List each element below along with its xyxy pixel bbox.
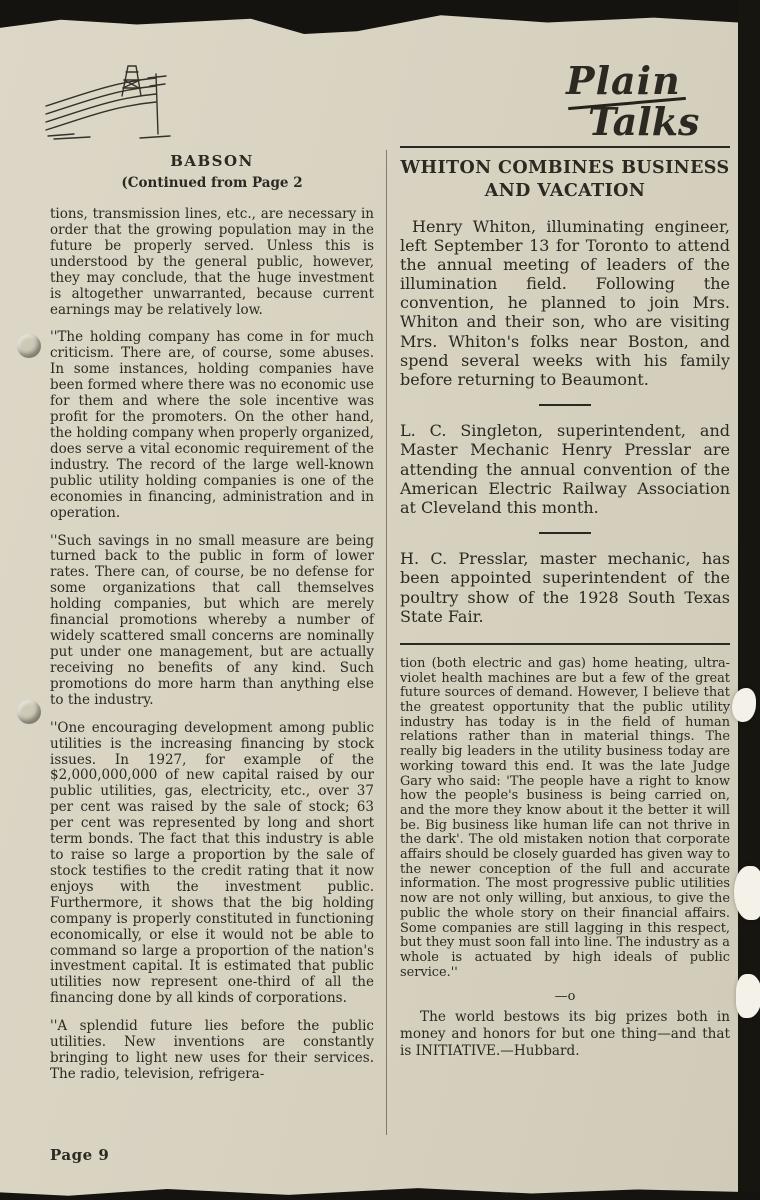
scan-edge-top bbox=[0, 0, 760, 34]
left-column bbox=[50, 152, 374, 1095]
page-number: Page 9 bbox=[50, 1146, 110, 1164]
news-item-singleton: L. C. Singleton, superintendent, and Master Mechanic Henry Presslar are attending the annual convention of the American Electric Railway Association at Cleveland this month. bbox=[400, 421, 730, 517]
section-divider-rule bbox=[400, 643, 730, 645]
article-title-whiton: WHITON COMBINES BUSINESS AND VACATION bbox=[400, 158, 730, 201]
ornament-divider: — o bbox=[400, 989, 730, 1004]
item-divider-rule bbox=[539, 404, 591, 406]
transmission-lines-illustration bbox=[44, 56, 179, 141]
babson-article-continuation: tion (both electric and gas) home heating, ultra-violet health machines are but a few of the great future sources of demand. However, I believe that the greatest opportunity that the public utility industry has today is in the field of human relations rather than in material things. The really big leaders in the utility business today are working toward this end. It was the late Judge Gary who said: 'The people have a right to know how the people's business is being carried on, and the more they know about it the better it will be. Big business like human life can not thrive in the dark'. The old mistaken notion that corporate affairs should be closely guarded has given way to the newer conception of the full and accurate information. The most progressive public utilities now are not only willing, but anxious, to give the public the whole story on their financial affairs. Some companies are still lagging in this respect, but they must soon fall into line. The industry as a whole is actuated by high ideals of public service.'' bbox=[400, 655, 730, 980]
babson-article-body bbox=[50, 207, 374, 1083]
news-item-presslar: H. C. Presslar, master mechanic, has been appointed superintendent of the poultry show of the 1928 South Texas State Fair. bbox=[400, 549, 730, 626]
item-divider-rule bbox=[539, 532, 591, 534]
brand-word-talks: Talks bbox=[588, 98, 700, 144]
paragraph: ''Such savings in no small measure are being turned back to the public in form of lower rates. There can, of course, be no defense for some organizations that call themselves holding companies, but which are merely financial promotions whereby a number of widely scattered small concerns are nominally put under one management, but are actually receiving no benefits of any kind. Such promotions do more harm than anything else to the industry. bbox=[50, 532, 374, 708]
paper-tear bbox=[736, 974, 760, 1018]
scan-edge-bottom bbox=[0, 1183, 760, 1200]
continued-from-note: (Continued from Page 2 bbox=[121, 175, 303, 191]
article-title-babson: BABSON bbox=[170, 152, 254, 170]
scan-edge-right bbox=[738, 0, 760, 1200]
paper-tear bbox=[734, 866, 760, 920]
right-column bbox=[400, 146, 730, 1060]
article-top-rule bbox=[400, 146, 730, 148]
masthead-logo bbox=[566, 58, 716, 144]
paragraph: tions, transmission lines, etc., are necessary in order that the growing population may in the future be properly served. Unless this is understood by the general public, however, they may conclude, that the huge investment is altogether unwarranted, because current earnings may be relatively low. bbox=[50, 206, 374, 318]
brand-word-plain: Plain bbox=[566, 58, 681, 103]
column-divider-rule bbox=[386, 150, 387, 1135]
paragraph: ''The holding company has come in for much criticism. There are, of course, some abuses. In some instances, holding companies have been formed where there was no economic use for them and where the sole incentive was profit for the promoters. On the other hand, the holding company when properly organized, does serve a vital economic requirement of the industry. The record of the large well-known public utility holding companies is one of the economies in financing, administration and in operation. bbox=[50, 329, 375, 521]
hubbard-quote: The world bestows its big prizes both in money and honors for but one thing—and that is INITIATIVE.—Hubbard. bbox=[400, 1009, 730, 1060]
punch-hole bbox=[17, 700, 41, 724]
news-item-whiton: Henry Whiton, illuminating engineer, left September 13 for Toronto to attend the annual meeting of leaders of the illumination field. Following the convention, he planned to join Mrs. Whiton and their son, who are visiting Mrs. Whiton's folks near Boston, and spend several weeks with his family before returning to Beaumont. bbox=[400, 216, 730, 389]
paragraph: ''A splendid future lies before the public utilities. New inventions are constantly bringing to light new uses for their services. The radio, television, refrigera- bbox=[50, 1018, 374, 1083]
punch-hole bbox=[17, 334, 41, 358]
paragraph: ''One encouraging development among public utilities is the increasing financing by stock issues. In 1927, for example of the $2,000,000,000 of new capital raised by our public utilities, gas, electricity, etc., over 37 per cent was raised by the sale of stock; 63 per cent was represented by long and short term bonds. The fact that this industry is able to raise so large a proportion by the sale of stock testifies to the credit rating that it now enjoys with the investment public. Furthermore, it shows that the big holding company is properly constituted in functioning economically, or else it would not be able to command so large a proportion of the nation's investment capital. It is estimated that public utilities now represent one-third of all the financing done by all kinds of corporations. bbox=[50, 719, 374, 1007]
